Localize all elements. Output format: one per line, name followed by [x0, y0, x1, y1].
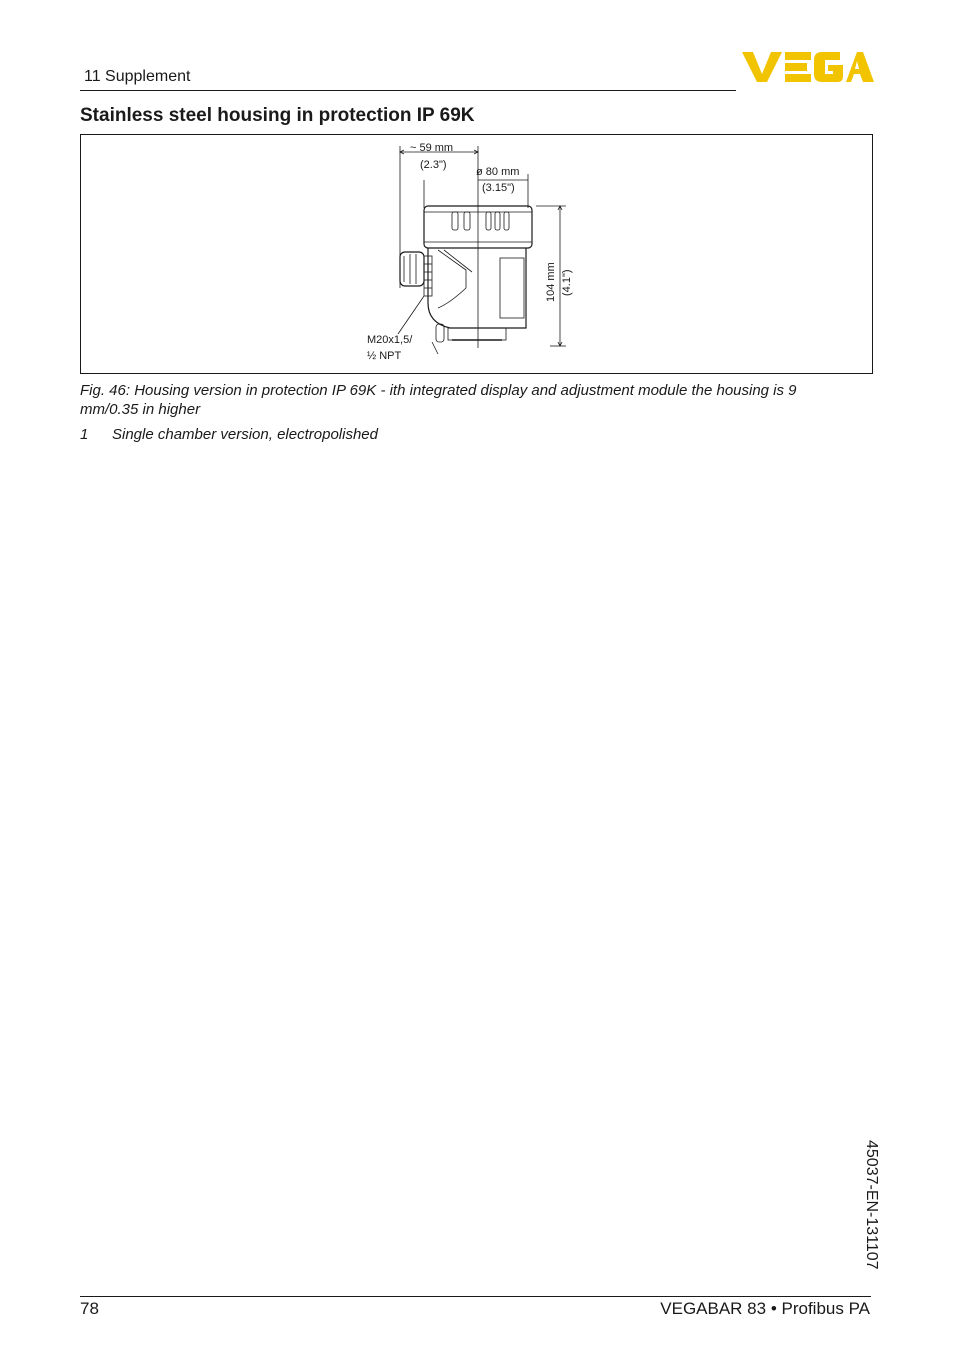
dim-height-mm: 104 mm: [545, 262, 557, 302]
vega-logo: [742, 50, 874, 84]
thread-label-line1: M20x1,5/: [367, 334, 413, 346]
page-title: Stainless steel housing in protection IP 69K: [80, 105, 475, 126]
footer-product-name: VEGABAR 83 • Profibus PA: [660, 1299, 870, 1318]
housing-dimension-drawing: [340, 138, 600, 368]
dim-diameter-mm: ø 80 mm: [476, 166, 520, 178]
dim-height-in: (4.1"): [561, 269, 573, 296]
legend-item: [80, 426, 378, 443]
dim-width-mm: ~ 59 mm: [410, 142, 454, 154]
thread-label-line2: ½ NPT: [367, 350, 402, 362]
header-section-title: 11 Supplement: [84, 68, 191, 85]
figure-caption: Fig. 46: Housing version in protection IP 69K - ith integrated display and adjustment module the housing is 9 mm/0.35 in higher: [80, 382, 797, 418]
legend-number: 1: [80, 426, 89, 443]
document-code: 45037-EN-131107: [863, 1140, 880, 1270]
header-divider: [80, 90, 736, 91]
page-number: 78: [80, 1299, 99, 1318]
dim-diameter-in: (3.15"): [482, 182, 515, 194]
dim-width-in: (2.3"): [420, 159, 447, 171]
footer-divider: [80, 1296, 871, 1297]
legend-text: Single chamber version, electropolished: [112, 426, 378, 443]
